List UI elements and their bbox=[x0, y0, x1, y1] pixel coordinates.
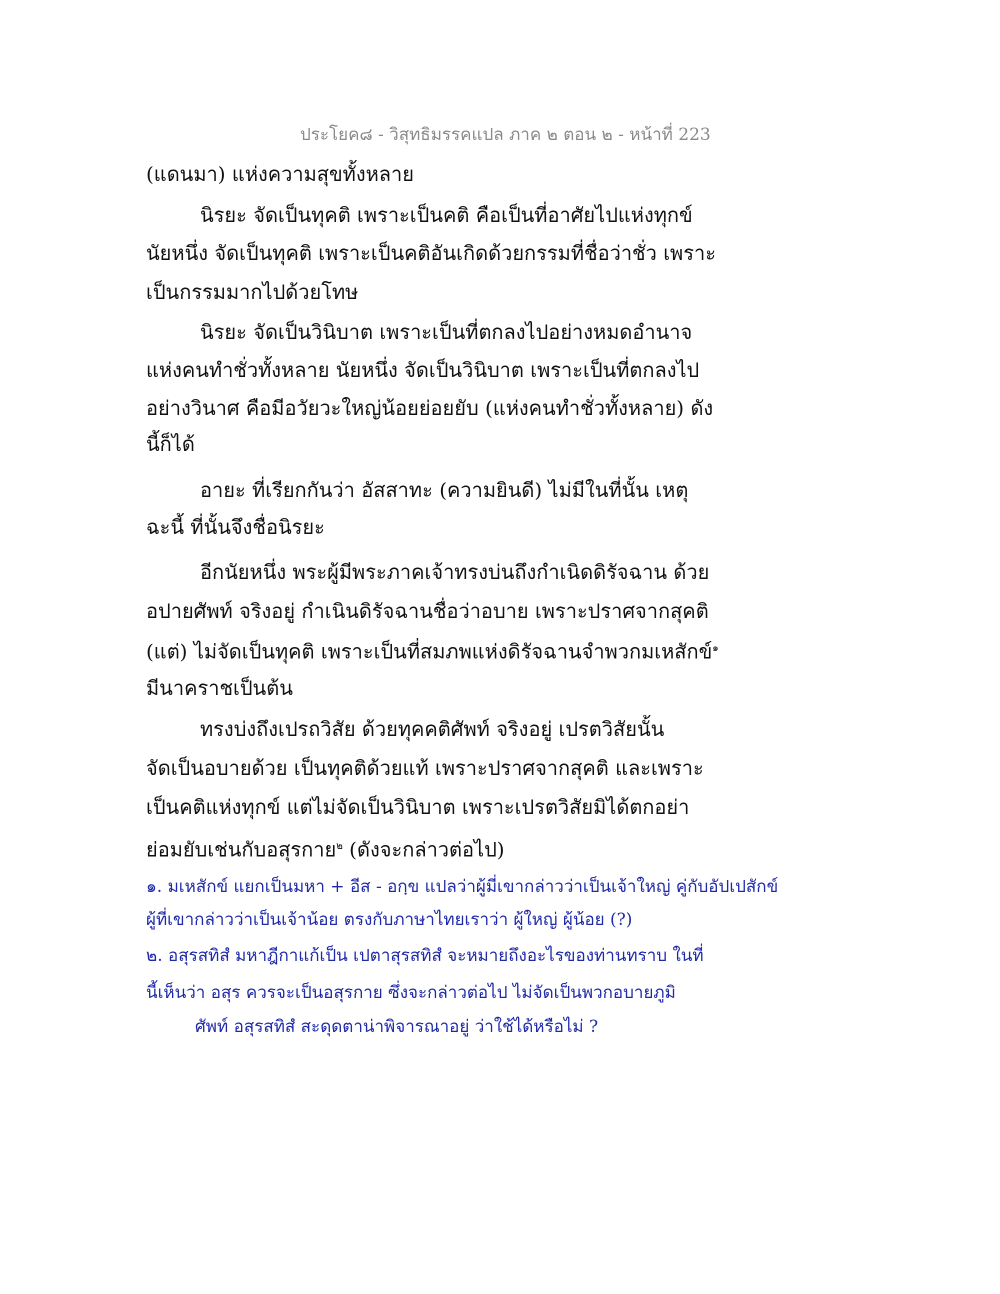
footnote-line: ๒. อสุรสทิสํ มหาฎีกาแก้เป็น เปตาสุรสทิสํ จะหมายถึงอะไรของท่านทราบ ในที่ bbox=[146, 946, 704, 966]
body-line: แห่งคนทำชั่วทั้งหลาย นัยหนึ่ง จัดเป็นวินิบาต เพราะเป็นที่ตกลงไป bbox=[146, 358, 700, 382]
footnote-ref: ๑ bbox=[712, 643, 719, 654]
body-line: นัยหนึ่ง จัดเป็นทุคติ เพราะเป็นคติอันเกิดด้วยกรรมที่ชื่อว่าชั่ว เพราะ bbox=[146, 241, 716, 265]
body-line: อย่างวินาศ คือมีอวัยวะใหญ่น้อยย่อยยับ (แห่งคนทำชั่วทั้งหลาย) ดัง bbox=[146, 396, 714, 420]
running-header: ประโยค๘ - วิสุทธิมรรคแปล ภาค ๒ ตอน ๒ - หน้าที่ 223 bbox=[300, 125, 711, 145]
body-line: มีนาคราชเป็นต้น bbox=[146, 676, 293, 700]
footnote-line: ศัพท์ อสุรสทิสํ สะดุดตาน่าพิจารณาอยู่ ว่าใช้ได้หรือไม่ ? bbox=[195, 1017, 599, 1037]
body-line: (แดนมา) แห่งความสุขทั้งหลาย bbox=[146, 162, 415, 186]
body-line: เป็นคติแห่งทุกข์ แต่ไม่จัดเป็นวินิบาต เพราะเปรตวิสัยมิได้ตกอย่า bbox=[146, 795, 690, 819]
paragraph-start: นิรยะ จัดเป็นทุคติ เพราะเป็นคติ คือเป็นที่อาศัยไปแห่งทุกข์ bbox=[200, 203, 693, 227]
paragraph-start: อายะ ที่เรียกกันว่า อัสสาทะ (ความยินดี) ไม่มีในที่นั้น เหตุ bbox=[200, 478, 689, 502]
footnote-ref: ๒ bbox=[336, 841, 343, 852]
paragraph-start: ทรงบ่งถึงเปรถวิสัย ด้วยทุคคติศัพท์ จริงอยู่ เปรตวิสัยนั้น bbox=[200, 717, 665, 741]
body-line: จัดเป็นอบายด้วย เป็นทุคติด้วยแท้ เพราะปราศจากสุคติ และเพราะ bbox=[146, 756, 704, 780]
footnote-line: ผู้ที่เขากล่าวว่าเป็นเจ้าน้อย ตรงกับภาษาไทยเราว่า ผู้ใหญ่ ผู้น้อย (?) bbox=[146, 910, 633, 930]
body-line-text: ย่อมยับเช่นกับอสุรกาย bbox=[146, 837, 337, 862]
footnote-line: นี้เห็นว่า อสุร ควรจะเป็นอสุรกาย ซึ่งจะกล่าวต่อไป ไม่จัดเป็นพวกอบายภูมิ bbox=[146, 983, 676, 1003]
body-line: นี้ก็ได้ bbox=[146, 432, 195, 456]
body-line: (แต่) ไม่จัดเป็นทุคติ เพราะเป็นที่สมภพแห่งดิรัจฉานจำพวกมเหสักข์$^๑$ bbox=[146, 639, 719, 664]
paragraph-start: อีกนัยหนึ่ง พระผู้มีพระภาคเจ้าทรงบ่นถึงกำเนิดดิรัจฉาน ด้วย bbox=[200, 560, 710, 584]
footnote-line: ๑. มเหสักข์ แยกเป็นมหา + อีส - อกฺข แปลว่าผู้มี่เขากล่าวว่าเป็นเจ้าใหญ่ คู่กับอัปเปสักข์ bbox=[146, 877, 779, 897]
body-line: อปายศัพท์ จริงอยู่ กำเนินดิรัจฉานชื่อว่าอบาย เพราะปราศจากสุคติ bbox=[146, 599, 709, 623]
body-line: ฉะนี้ ที่นั้นจึงชื่อนิรยะ bbox=[146, 515, 325, 539]
body-line: เป็นกรรมมากไปด้วยโทษ bbox=[146, 280, 359, 304]
body-line bbox=[146, 833, 505, 864]
body-line-text: (ดังจะกล่าวต่อไป) bbox=[342, 837, 505, 862]
paragraph-start: นิรยะ จัดเป็นวินิบาต เพราะเป็นที่ตกลงไปอย่างหมดอำนาจ bbox=[200, 320, 693, 344]
